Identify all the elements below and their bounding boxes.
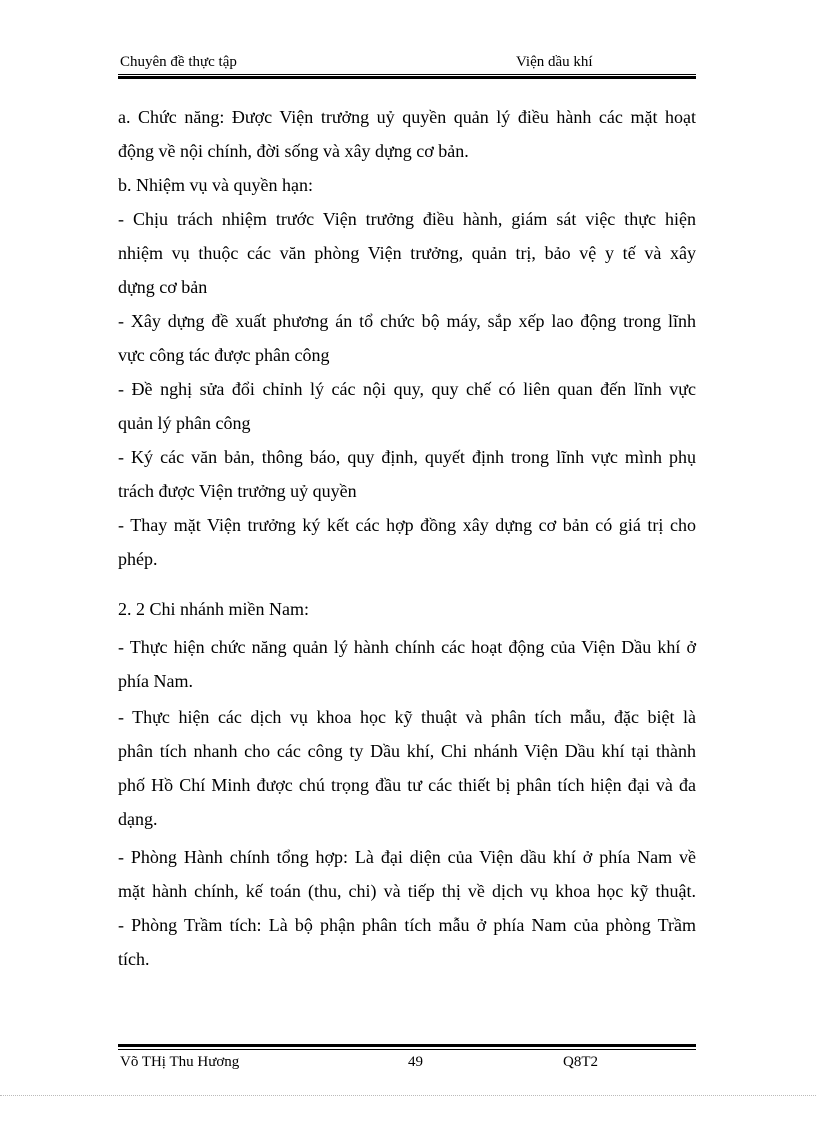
body-line: phố Hồ Chí Minh được chú trọng đầu tư các thiết bị phân tích hiện đại và đa <box>118 775 696 795</box>
page-number: 49 <box>408 1054 423 1070</box>
body-line: dạng. <box>118 809 158 829</box>
body-line: quản lý phân công <box>118 413 251 433</box>
header-left-text: Chuyên đề thực tập <box>120 54 237 70</box>
footer-author: Võ THị Thu Hương <box>120 1054 240 1070</box>
footer-class-code: Q8T2 <box>563 1054 598 1070</box>
body-line: a. Chức năng: Được Viện trưởng uỷ quyền quản lý điều hành các mặt hoạt <box>118 107 696 127</box>
footer-rule-thick <box>118 1044 696 1047</box>
header-rule-thin <box>118 74 696 75</box>
body-line: - Xây dựng đề xuất phương án tổ chức bộ máy, sắp xếp lao động trong lĩnh <box>118 311 696 331</box>
page-header <box>118 52 696 74</box>
body-line: - Thay mặt Viện trưởng ký kết các hợp đồng xây dựng cơ bản có giá trị cho <box>118 515 696 535</box>
body-line: tích. <box>118 949 150 969</box>
footer-rule-thin <box>118 1049 696 1050</box>
body-line: phân tích nhanh cho các công ty Dầu khí, Chi nhánh Viện Dầu khí tại thành <box>118 741 696 761</box>
body-line: dựng cơ bản <box>118 277 208 297</box>
body-line: b. Nhiệm vụ và quyền hạn: <box>118 175 313 195</box>
body-line: nhiệm vụ thuộc các văn phòng Viện trưởng, quản trị, bảo vệ y tế và xây <box>118 243 696 263</box>
body-line: động về nội chính, đời sống và xây dựng cơ bản. <box>118 141 469 161</box>
header-right-text: Viện dầu khí <box>516 54 593 70</box>
body-line: phép. <box>118 549 158 569</box>
header-rule-thick <box>118 76 696 79</box>
body-line: phía Nam. <box>118 671 193 691</box>
body-line: mặt hành chính, kế toán (thu, chi) và tiếp thị về dịch vụ khoa học kỹ thuật. <box>118 881 696 901</box>
body-line: - Phòng Hành chính tổng hợp: Là đại diện của Viện dầu khí ở phía Nam về <box>118 847 696 867</box>
body-line: - Ký các văn bản, thông báo, quy định, quyết định trong lĩnh vực mình phụ <box>118 447 696 467</box>
section-heading: 2. 2 Chi nhánh miền Nam: <box>118 599 309 619</box>
page-boundary-dotted-line <box>0 1095 816 1096</box>
body-line: - Thực hiện các dịch vụ khoa học kỹ thuật và phân tích mẫu, đặc biệt là <box>118 707 696 727</box>
body-line: - Đề nghị sửa đổi chỉnh lý các nội quy, quy chế có liên quan đến lĩnh vực <box>118 379 696 399</box>
body-line: vực công tác được phân công <box>118 345 330 365</box>
body-line: - Phòng Trầm tích: Là bộ phận phân tích mẫu ở phía Nam của phòng Trầm <box>118 915 696 935</box>
body-line: - Thực hiện chức năng quản lý hành chính các hoạt động của Viện Dầu khí ở <box>118 637 696 657</box>
body-line: - Chịu trách nhiệm trước Viện trưởng điều hành, giám sát việc thực hiện <box>118 209 696 229</box>
page-footer <box>118 1054 696 1076</box>
body-line: trách được Viện trưởng uỷ quyền <box>118 481 357 501</box>
